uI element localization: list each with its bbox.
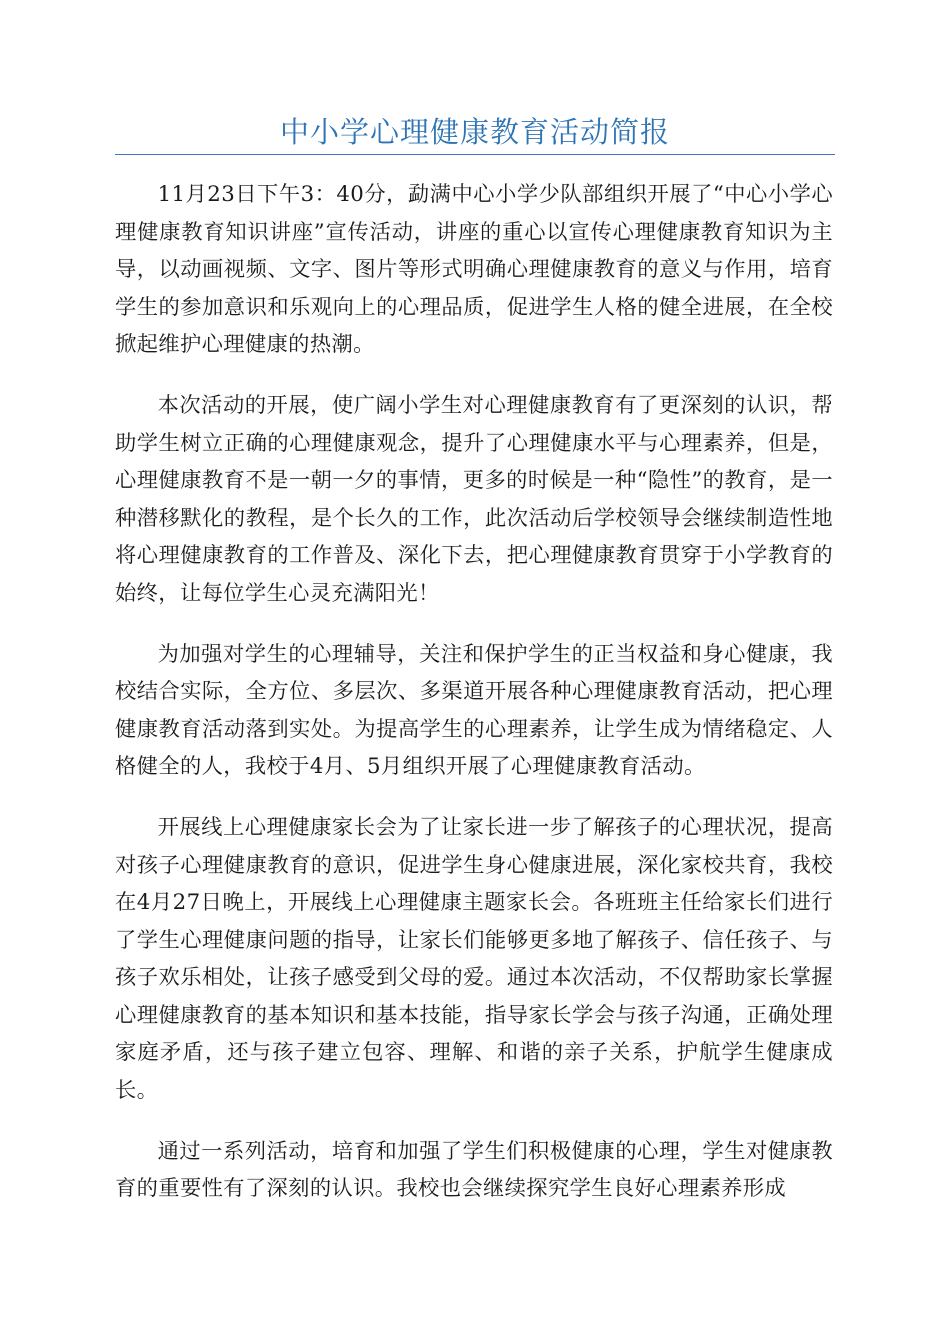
paragraph-5: 通过一系列活动，培育和加强了学生们积极健康的心理，学生对健康教育的重要性有了深刻的认识。我校也会继续探究学生良好心理素养形成	[115, 1138, 833, 1202]
document-body	[115, 176, 833, 1231]
document-title: 中小学心理健康教育活动简报	[279, 115, 670, 149]
paragraph-3: 为加强对学生的心理辅导，关注和保护学生的正当权益和身心健康，我校结合实际，全方位、多层次、多渠道开展各种心理健康教育活动，把心理健康教育活动落到实处。为提高学生的心理素养，让学生成为情绪稳定、人格健全的人，我校于4月、5月组织开展了心理健康教育活动。	[115, 641, 833, 780]
paragraph-2: 本次活动的开展，使广阔小学生对心理健康教育有了更深刻的认识，帮助学生树立正确的心理健康观念，提升了心理健康水平与心理素养，但是，心理健康教育不是一朝一夕的事情，更多的时候是一种“隐性”的教育，是一种潜移默化的教程，是个长久的工作，此次活动后学校领导会继续制造性地将心理健康教育的工作普及、深化下去，把心理健康教育贯穿于小学教育的始终，让每位学生心灵充满阳光！	[115, 392, 833, 606]
paragraph-1: 11月23日下午3：40分，勐满中心小学少队部组织开展了“中心小学心理健康教育知识讲座”宣传活动，讲座的重心以宣传心理健康教育知识为主导，以动画视频、文字、图片等形式明确心理健康教育的意义与作用，培育学生的参加意识和乐观向上的心理品质，促进学生人格的健全进展，在全校掀起维护心理健康的热潮。	[115, 182, 833, 358]
title-underline	[115, 154, 835, 155]
paragraph-4: 开展线上心理健康家长会为了让家长进一步了解孩子的心理状况，提高对孩子心理健康教育的意识，促进学生身心健康进展，深化家校共育，我校在4月27日晚上，开展线上心理健康主题家长会。各班班主任给家长们进行了学生心理健康问题的指导，让家长们能够更多地了解孩子、信任孩子、与孩子欢乐相处，让孩子感受到父母的爱。通过本次活动，不仅帮助家长掌握心理健康教育的基本知识和基本技能，指导家长学会与孩子沟通，正确处理家庭矛盾，还与孩子建立包容、理解、和谐的亲子关系，护航学生健康成长。	[115, 814, 833, 1104]
